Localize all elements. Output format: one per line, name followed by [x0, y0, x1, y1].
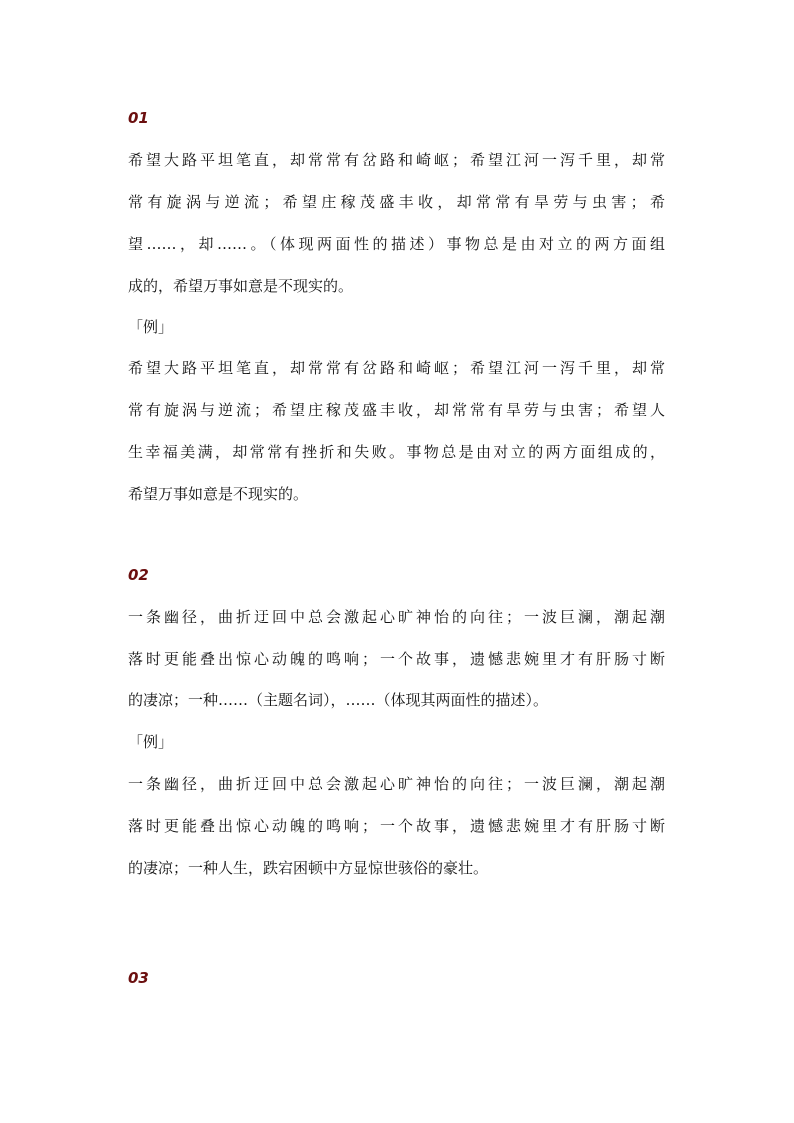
example-label: 「例」	[128, 733, 174, 751]
paragraph-line: 望……，却……。（体现两面性的描述）事物总是由对立的两方面组	[128, 235, 665, 253]
paragraph-line: 常有旋涡与逆流；希望庄稼茂盛丰收，却常常有旱劳与虫害；希	[128, 193, 665, 211]
paragraph-line: 希望大路平坦笔直，却常常有岔路和崎岖；希望江河一泻千里，却常	[128, 151, 665, 169]
example-line: 一条幽径，曲折迂回中总会激起心旷神怡的向往；一波巨澜，潮起潮	[128, 775, 665, 793]
example-label: 「例」	[128, 318, 174, 336]
example-line: 常有旋涡与逆流；希望庄稼茂盛丰收，却常常有旱劳与虫害；希望人	[128, 401, 665, 419]
paragraph-line: 一条幽径，曲折迂回中总会激起心旷神怡的向往；一波巨澜，潮起潮	[128, 608, 665, 626]
paragraph-line: 成的，希望万事如意是不现实的。	[128, 277, 354, 295]
section-number: 01	[128, 109, 149, 127]
example-line: 希望大路平坦笔直，却常常有岔路和崎岖；希望江河一泻千里，却常	[128, 359, 665, 377]
example-line: 的凄凉；一种人生，跌宕困顿中方显惊世骇俗的豪壮。	[128, 859, 489, 877]
paragraph-line: 的凄凉；一种……（主题名词），……（体现其两面性的描述）。	[128, 691, 549, 709]
example-line: 希望万事如意是不现实的。	[128, 485, 309, 503]
example-line: 落时更能叠出惊心动魄的鸣响；一个故事，遗憾悲婉里才有肝肠寸断	[128, 817, 665, 835]
section-number: 02	[128, 566, 149, 584]
paragraph-line: 落时更能叠出惊心动魄的鸣响；一个故事，遗憾悲婉里才有肝肠寸断	[128, 650, 665, 668]
example-line: 生幸福美满，却常常有挫折和失败。事物总是由对立的两方面组成的，	[128, 443, 665, 461]
section-number: 03	[128, 969, 149, 987]
